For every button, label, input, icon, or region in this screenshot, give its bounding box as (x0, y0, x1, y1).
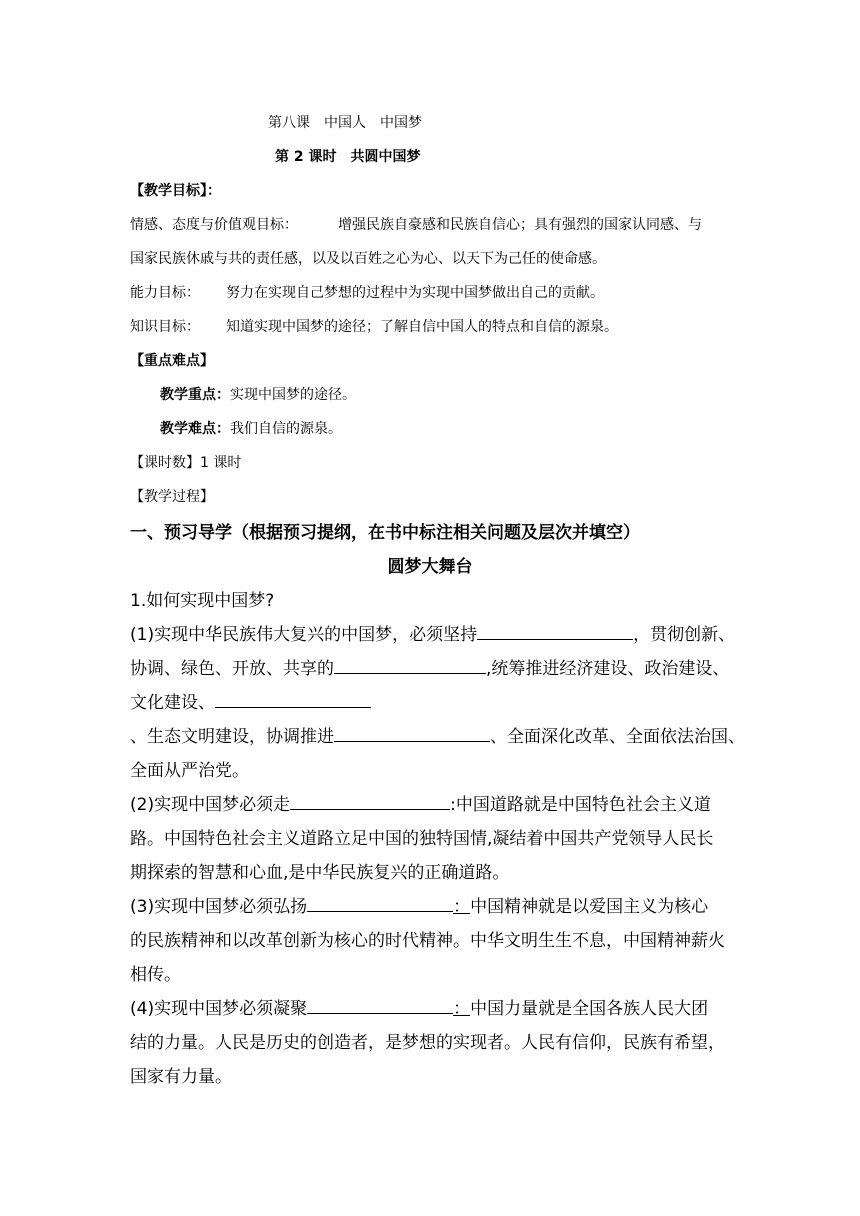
ability-objective (130, 282, 604, 302)
p4-line-2: 结的力量。人民是历史的创造者，是梦想的实现者。人民有信仰，民族有希望， (130, 1033, 725, 1053)
p4-line-1 (130, 994, 708, 1019)
teaching-focus-text: 实现中国梦的途径。 (230, 387, 356, 403)
p1-line-1 (130, 620, 735, 645)
p2-line-3: 期探索的智慧和心血,是中华民族复兴的正确道路。 (130, 863, 510, 883)
p4-line-3: 国家有力量。 (130, 1067, 232, 1087)
p1-text-d: ,统筹推进经济建设、政治建设、 (486, 659, 730, 679)
p4-text-b: 中国力量就是全国各族人民大团 (470, 999, 709, 1019)
fill-blank-5[interactable] (290, 791, 450, 810)
emotion-objective-line-2: 国家民族休戚与共的责任感，以及以百姓之心为心、以天下为己任的使命感。 (130, 251, 606, 267)
p2-text-a: (2)实现中国梦必须走 (130, 795, 291, 815)
teaching-difficulty (160, 418, 342, 438)
p1-text-b: ，贯彻创新、 (633, 625, 736, 645)
process-heading: 【教学过程】 (130, 489, 214, 505)
fill-blank-2[interactable] (334, 655, 486, 674)
p1-line-5: 全面从严治党。 (130, 761, 249, 781)
fill-blank-6[interactable] (307, 893, 453, 912)
p2-text-b: :中国道路就是中国特色社会主义道 (450, 795, 711, 815)
lesson-title: 第八课 中国人 中国梦 (268, 115, 422, 131)
knowledge-objective-text: 知道实现中国梦的途径；了解自信中国人的特点和自信的源泉。 (226, 319, 618, 335)
p1-line-2 (130, 654, 729, 679)
p1-line-4 (130, 722, 745, 747)
teaching-difficulty-label: 教学难点： (160, 421, 230, 437)
fill-blank-7[interactable] (307, 995, 453, 1014)
section-preview-guide: 一、预习导学（根据预习提纲，在书中标注相关问题及层次并填空） (130, 523, 640, 543)
knowledge-objective-label: 知识目标： (130, 319, 200, 335)
teaching-focus-label: 教学重点： (160, 387, 230, 403)
p4-colon: ： (453, 999, 471, 1019)
p1-text-g: 、全面深化改革、全面依法治国、 (490, 727, 745, 747)
emotion-objective-line-1 (130, 214, 702, 234)
p3-text-a: (3)实现中国梦必须弘扬 (130, 897, 308, 917)
emotion-objective-text: 增强民族自豪感和民族自信心；具有强烈的国家认同感、与 (338, 217, 702, 233)
class-hours-value: 1 课时 (200, 455, 242, 471)
class-hours-label: 【课时数】 (130, 455, 200, 471)
p3-colon: ： (453, 897, 471, 917)
p2-line-1 (130, 790, 711, 815)
p3-line-2: 的民族精神和以改革创新为核心的时代精神。中华文明生生不息，中国精神薪火 (130, 931, 725, 951)
p2-line-2: 路。中国特色社会主义道路立足中国的独特国情,凝结着中国共产党领导人民长 (130, 829, 714, 849)
session-title: 第 2 课时 共圆中国梦 (275, 149, 421, 165)
class-hours (130, 452, 241, 472)
fill-blank-4[interactable] (334, 723, 490, 742)
ability-objective-label: 能力目标： (130, 285, 200, 301)
teaching-focus (160, 384, 356, 404)
p3-text-b: 中国精神就是以爱国主义为核心 (470, 897, 709, 917)
objectives-heading: 【教学目标】： (130, 183, 221, 199)
emotion-objective-label: 情感、态度与价值观目标： (130, 217, 298, 233)
p3-line-1 (130, 892, 708, 917)
fill-blank-3[interactable] (215, 689, 371, 708)
p4-text-a: (4)实现中国梦必须凝聚 (130, 999, 308, 1019)
knowledge-objective (130, 316, 618, 336)
p1-text-e: 文化建设、 (130, 693, 215, 713)
p1-text-c: 协调、绿色、开放、共享的 (130, 659, 334, 679)
ability-objective-text: 努力在实现自己梦想的过程中为实现中国梦做出自己的贡献。 (226, 285, 604, 301)
stage-title: 圆梦大舞台 (387, 557, 473, 577)
p1-text-f: 、生态文明建设，协调推进 (130, 727, 334, 747)
teaching-difficulty-text: 我们自信的源泉。 (230, 421, 342, 437)
p1-line-3 (130, 688, 371, 713)
key-points-heading: 【重点难点】 (130, 353, 214, 369)
fill-blank-1[interactable] (477, 621, 633, 640)
question-1: 1.如何实现中国梦? (130, 591, 275, 611)
p1-text-a: (1)实现中华民族伟大复兴的中国梦，必须坚持 (130, 625, 478, 645)
p3-line-3: 相传。 (130, 965, 181, 985)
